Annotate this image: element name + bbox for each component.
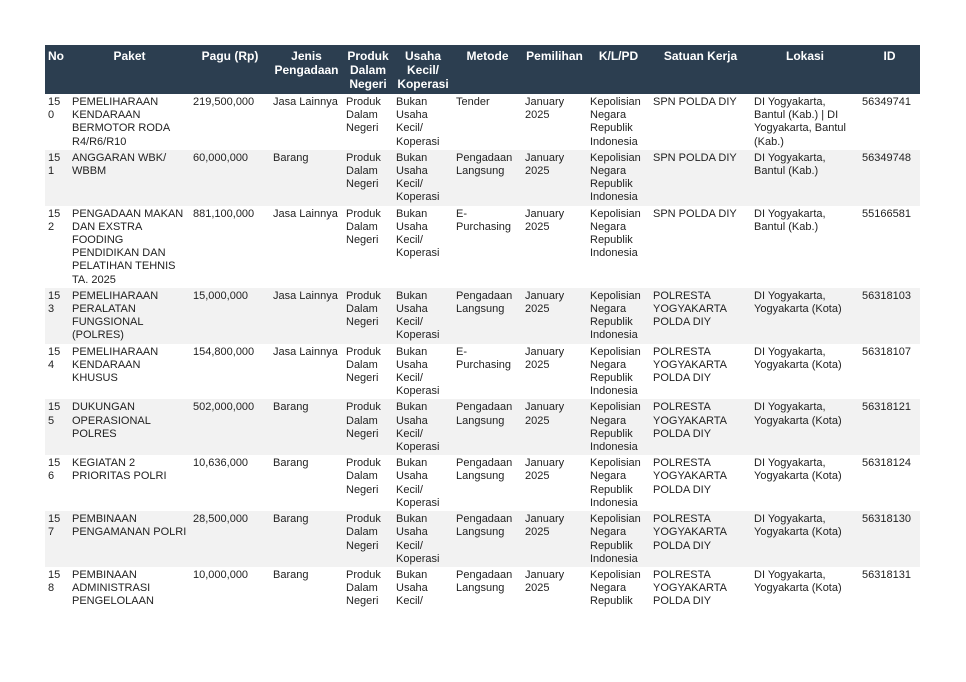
cell-no: 155: [45, 399, 69, 455]
cell-pemilihan: January 2025: [522, 150, 587, 206]
table-row: [45, 455, 920, 511]
cell-produk: Produk Dalam Negeri: [343, 344, 393, 400]
header-lokasi: Lokasi: [751, 45, 859, 94]
cell-kl: Kepolisian Negara Republik Indonesia: [587, 399, 650, 455]
cell-jenis: Barang: [270, 455, 343, 511]
header-produk-dalam-negeri: Produk Dalam Negeri: [343, 45, 393, 94]
table-header-row: [45, 45, 920, 94]
cell-no: 158: [45, 567, 69, 610]
cell-lokasi: DI Yogyakarta, Bantul (Kab.) | DI Yogyakarta, Bantul (Kab.): [751, 94, 859, 150]
cell-metode: E-Purchasing: [453, 206, 522, 288]
table-row: [45, 511, 920, 567]
cell-kl: Kepolisian Negara Republik Indonesia: [587, 150, 650, 206]
cell-no: 153: [45, 288, 69, 344]
cell-paket: PENGADAAN MAKAN DAN EXSTRA FOODING PENDIDIKAN DAN PELATIHAN TEHNIS TA. 2025: [69, 206, 190, 288]
cell-jenis: Barang: [270, 511, 343, 567]
cell-kl: Kepolisian Negara Republik Indonesia: [587, 511, 650, 567]
cell-usaha: Bukan Usaha Kecil/ Koperasi: [393, 455, 453, 511]
cell-id: 55166581: [859, 206, 920, 288]
cell-id: 56318121: [859, 399, 920, 455]
cell-usaha: Bukan Usaha Kecil/ Koperasi: [393, 94, 453, 150]
cell-metode: Pengadaan Langsung: [453, 455, 522, 511]
header-klpd: K/L/PD: [587, 45, 650, 94]
cell-lokasi: DI Yogyakarta, Yogyakarta (Kota): [751, 399, 859, 455]
cell-id: 56318124: [859, 455, 920, 511]
cell-no: 157: [45, 511, 69, 567]
cell-metode: Pengadaan Langsung: [453, 150, 522, 206]
cell-produk: Produk Dalam Negeri: [343, 455, 393, 511]
cell-lokasi: DI Yogyakarta, Yogyakarta (Kota): [751, 455, 859, 511]
header-usaha-kecil-koperasi: Usaha Kecil/ Koperasi: [393, 45, 453, 94]
cell-kl: Kepolisian Negara Republik Indonesia: [587, 288, 650, 344]
cell-kl: Kepolisian Negara Republik Indonesia: [587, 94, 650, 150]
cell-id: 56349741: [859, 94, 920, 150]
cell-id: 56349748: [859, 150, 920, 206]
header-metode: Metode: [453, 45, 522, 94]
cell-metode: E-Purchasing: [453, 344, 522, 400]
cell-jenis: Jasa Lainnya: [270, 344, 343, 400]
cell-pemilihan: January 2025: [522, 288, 587, 344]
cell-paket: KEGIATAN 2 PRIORITAS POLRI: [69, 455, 190, 511]
table-row: [45, 150, 920, 206]
cell-lokasi: DI Yogyakarta, Yogyakarta (Kota): [751, 344, 859, 400]
cell-id: 56318131: [859, 567, 920, 610]
cell-kl: Kepolisian Negara Republik Indonesia: [587, 455, 650, 511]
cell-lokasi: DI Yogyakarta, Yogyakarta (Kota): [751, 288, 859, 344]
cell-id: 56318107: [859, 344, 920, 400]
cell-usaha: Bukan Usaha Kecil/ Koperasi: [393, 150, 453, 206]
cell-pagu: 15,000,000: [190, 288, 270, 344]
cell-pemilihan: January 2025: [522, 399, 587, 455]
header-no: No: [45, 45, 69, 94]
header-paket: Paket: [69, 45, 190, 94]
cell-satuan: POLRESTA YOGYAKARTA POLDA DIY: [650, 511, 751, 567]
cell-usaha: Bukan Usaha Kecil/ Koperasi: [393, 288, 453, 344]
cell-lokasi: DI Yogyakarta, Yogyakarta (Kota): [751, 567, 859, 610]
cell-paket: PEMELIHARAAN KENDARAAN BERMOTOR RODA R4/R6/R10: [69, 94, 190, 150]
cell-pagu: 28,500,000: [190, 511, 270, 567]
cell-paket: PEMBINAAN PENGAMANAN POLRI: [69, 511, 190, 567]
header-jenis-pengadaan: Jenis Pengadaan: [270, 45, 343, 94]
table-row: [45, 94, 920, 150]
cell-produk: Produk Dalam Negeri: [343, 511, 393, 567]
cell-id: 56318103: [859, 288, 920, 344]
cell-satuan: SPN POLDA DIY: [650, 94, 751, 150]
cell-no: 152: [45, 206, 69, 288]
header-pemilihan: Pemilihan: [522, 45, 587, 94]
cell-produk: Produk Dalam Negeri: [343, 288, 393, 344]
cell-lokasi: DI Yogyakarta, Bantul (Kab.): [751, 206, 859, 288]
cell-satuan: POLRESTA YOGYAKARTA POLDA DIY: [650, 344, 751, 400]
cell-kl: Kepolisian Negara Republik Indonesia: [587, 344, 650, 400]
cell-pagu: 154,800,000: [190, 344, 270, 400]
cell-satuan: POLRESTA YOGYAKARTA POLDA DIY: [650, 399, 751, 455]
cell-jenis: Barang: [270, 567, 343, 610]
header-id: ID: [859, 45, 920, 94]
cell-paket: PEMELIHARAAN KENDARAAN KHUSUS: [69, 344, 190, 400]
cell-usaha: Bukan Usaha Kecil/: [393, 567, 453, 610]
cell-pemilihan: January 2025: [522, 94, 587, 150]
cell-satuan: SPN POLDA DIY: [650, 150, 751, 206]
cell-produk: Produk Dalam Negeri: [343, 399, 393, 455]
cell-produk: Produk Dalam Negeri: [343, 206, 393, 288]
cell-usaha: Bukan Usaha Kecil/ Koperasi: [393, 511, 453, 567]
cell-pagu: 10,636,000: [190, 455, 270, 511]
cell-pemilihan: January 2025: [522, 455, 587, 511]
cell-no: 150: [45, 94, 69, 150]
cell-kl: Kepolisian Negara Republik Indonesia: [587, 206, 650, 288]
cell-pagu: 60,000,000: [190, 150, 270, 206]
cell-pemilihan: January 2025: [522, 344, 587, 400]
cell-satuan: POLRESTA YOGYAKARTA POLDA DIY: [650, 455, 751, 511]
cell-usaha: Bukan Usaha Kecil/ Koperasi: [393, 344, 453, 400]
cell-pemilihan: January 2025: [522, 567, 587, 610]
cell-jenis: Barang: [270, 399, 343, 455]
cell-pagu: 502,000,000: [190, 399, 270, 455]
cell-lokasi: DI Yogyakarta, Yogyakarta (Kota): [751, 511, 859, 567]
cell-no: 151: [45, 150, 69, 206]
cell-pemilihan: January 2025: [522, 206, 587, 288]
cell-satuan: POLRESTA YOGYAKARTA POLDA DIY: [650, 288, 751, 344]
cell-jenis: Jasa Lainnya: [270, 288, 343, 344]
cell-pagu: 10,000,000: [190, 567, 270, 610]
cell-id: 56318130: [859, 511, 920, 567]
cell-produk: Produk Dalam Negeri: [343, 94, 393, 150]
cell-paket: PEMBINAAN ADMINISTRASI PENGELOLAAN: [69, 567, 190, 610]
header-satuan-kerja: Satuan Kerja: [650, 45, 751, 94]
table-row: [45, 399, 920, 455]
cell-metode: Pengadaan Langsung: [453, 511, 522, 567]
cell-no: 154: [45, 344, 69, 400]
cell-paket: DUKUNGAN OPERASIONAL POLRES: [69, 399, 190, 455]
cell-paket: PEMELIHARAAN PERALATAN FUNGSIONAL (POLRES): [69, 288, 190, 344]
cell-kl: Kepolisian Negara Republik: [587, 567, 650, 610]
cell-satuan: SPN POLDA DIY: [650, 206, 751, 288]
cell-pagu: 881,100,000: [190, 206, 270, 288]
table-row: [45, 288, 920, 344]
table-row: [45, 344, 920, 400]
cell-jenis: Jasa Lainnya: [270, 94, 343, 150]
cell-usaha: Bukan Usaha Kecil/ Koperasi: [393, 399, 453, 455]
cell-metode: Pengadaan Langsung: [453, 399, 522, 455]
cell-metode: Tender: [453, 94, 522, 150]
cell-metode: Pengadaan Langsung: [453, 567, 522, 610]
cell-jenis: Jasa Lainnya: [270, 206, 343, 288]
cell-produk: Produk Dalam Negeri: [343, 150, 393, 206]
cell-produk: Produk Dalam Negeri: [343, 567, 393, 610]
cell-no: 156: [45, 455, 69, 511]
cell-paket: ANGGARAN WBK/ WBBM: [69, 150, 190, 206]
cell-satuan: POLRESTA YOGYAKARTA POLDA DIY: [650, 567, 751, 610]
cell-usaha: Bukan Usaha Kecil/ Koperasi: [393, 206, 453, 288]
cell-lokasi: DI Yogyakarta, Bantul (Kab.): [751, 150, 859, 206]
table-row: [45, 206, 920, 288]
procurement-table: [45, 45, 920, 610]
table-row: [45, 567, 920, 610]
cell-pemilihan: January 2025: [522, 511, 587, 567]
cell-metode: Pengadaan Langsung: [453, 288, 522, 344]
cell-pagu: 219,500,000: [190, 94, 270, 150]
cell-jenis: Barang: [270, 150, 343, 206]
header-pagu: Pagu (Rp): [190, 45, 270, 94]
